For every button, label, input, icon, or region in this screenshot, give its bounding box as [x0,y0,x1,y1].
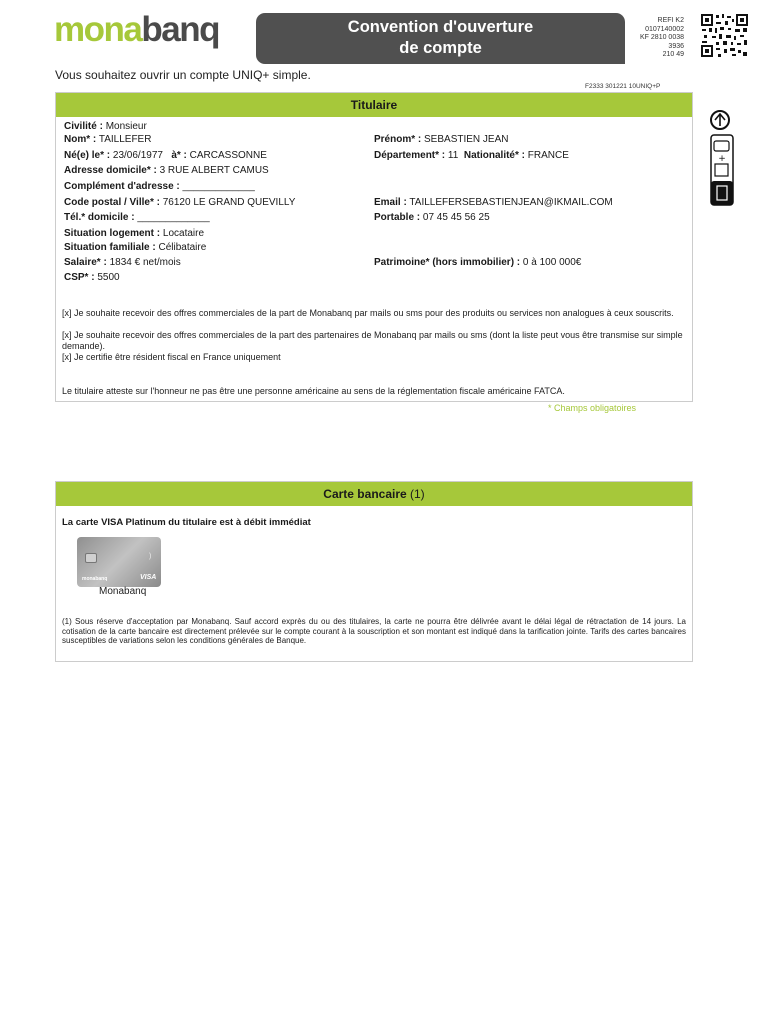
portable-row: Portable : 07 45 45 56 25 [374,212,490,223]
email-row: Email : TAILLEFERSEBASTIENJEAN@IKMAIL.COM [374,197,613,208]
required-fields-note: * Champs obligatoires [548,403,637,413]
carte-bancaire-section [55,481,693,662]
subtitle: Vous souhaitez ouvrir un compte UNIQ+ simple. [55,68,311,82]
monabanq-logo: monabanq [54,10,219,49]
adresse-row: Adresse domicile* : 3 RUE ALBERT CAMUS [64,165,269,176]
option-offres-monabanq: [x] Je souhaite recevoir des offres commerciales de la part de Monabanq par mails ou sms pour des produits ou services non analogues à ceux souscrits. [62,308,674,318]
salaire-row: Salaire* : 1834 € net/mois [64,257,181,268]
departement-row: Département* : 11 Nationalité* : FRANCE [374,150,569,161]
fatca-statement: Le titulaire atteste sur l'honneur ne pas être une personne américaine au sens de la réglementation fiscale américaine FATCA. [62,386,565,396]
option-resident-fiscal: [x] Je certifie être résident fiscal en France uniquement [62,352,281,362]
carte-bancaire-header: Carte bancaire (1) [56,482,692,506]
tri-sorting-icon [709,108,735,208]
carte-description: La carte VISA Platinum du titulaire est à débit immédiat [62,517,311,528]
form-code: F2333 301221 10UNIQ+P [585,83,661,90]
titulaire-section [55,92,693,402]
titulaire-header: Titulaire [56,93,692,117]
visa-card-image [77,537,161,587]
svg-text:+: + [718,154,726,164]
card-brand: monabanq [82,576,108,582]
card-chip-icon [85,553,97,563]
qr-code-icon [700,13,749,58]
card-label: Monabanq [99,586,147,597]
civilite-row: Civilité : Monsieur [64,121,147,132]
familiale-row: Situation familiale : Célibataire [64,242,207,253]
telephone-row: Tél.* domicile : _____________ [64,212,210,223]
logement-row: Situation logement : Locataire [64,228,205,239]
code-postal-row: Code postal / Ville* : 76120 LE GRAND QUEVILLY [64,197,296,208]
document-title: Convention d'ouverture de compte [256,13,625,64]
patrimoine-row: Patrimoine* (hors immobilier) : 0 à 100 000€ [374,257,582,268]
visa-logo: VISA [140,574,157,581]
complement-row: Complément d'adresse : _____________ [64,181,255,192]
carte-footnote: (1) Sous réserve d'acceptation par Monabanq. Sauf accord exprès du ou des titulaires, la carte ne pourra être délivrée avant le délai légal de rétractation de 14 jours. La cotisation de la carte bancaire est directement prélevée sur le compte courant à la souscription et son montant est indiqué dans la tarification jointe. Tarifs des cartes bancaires susceptibles de variations selon les conditions générales de Banque. [62,617,686,645]
reference-codes: REFI K2 0107140002 KF 2810 0038 3936 210 49 [640,17,684,58]
prenom-row: Prénom* : SEBASTIEN JEAN [374,134,509,145]
contactless-icon: ) [149,553,152,560]
option-offres-partenaires: [x] Je souhaite recevoir des offres commerciales de la part des partenaires de Monabanq par mails ou sms (dont la liste peut vous être transmise sur simple demande). [62,330,683,351]
nom-row: Nom* : TAILLEFER [64,134,152,145]
csp-row: CSP* : 5500 [64,272,120,283]
naissance-row: Né(e) le* : 23/06/1977 à* : CARCASSONNE [64,150,267,161]
